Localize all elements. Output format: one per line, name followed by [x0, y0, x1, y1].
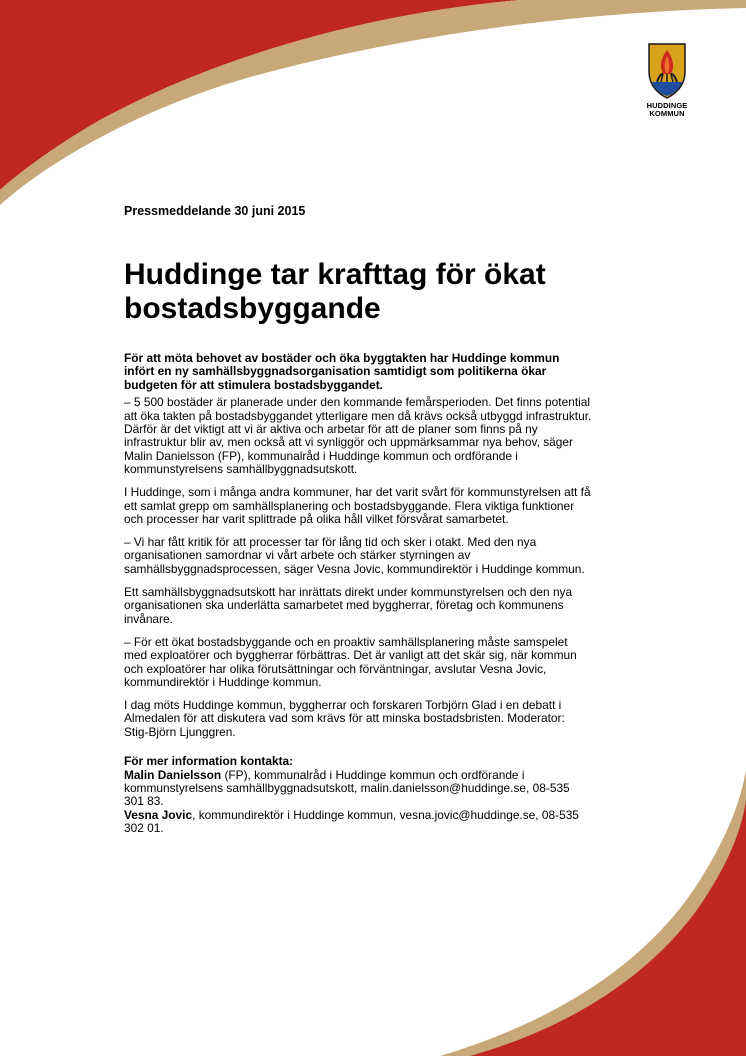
- logo-line-2: KOMMUN: [649, 109, 685, 118]
- paragraph: – 5 500 bostäder är planerade under den kommande femårsperioden. Det finns potential att öka takten på bostadsbyggandet ytterligare men då krävs också utbyggd infrastruktur. Därför är det viktigt att vi är aktiva och arbetar för att de planer som finns på ny infrastruktur blir av, men också att vi synliggör och uppmärksammar nya behov, säger Malin Danielsson (FP), kommunalråd i Huddinge kommun och ordförande i kommunstyrelsens samhällbyggnadsutskott.: [124, 395, 592, 477]
- huddinge-kommun-logo: [638, 42, 696, 118]
- contact-details: , kommundirektör i Huddinge kommun, vesna.jovic@huddinge.se, 08-535 302 01.: [124, 807, 579, 836]
- coat-of-arms-icon: [647, 42, 687, 100]
- bottom-red-swoosh: [470, 800, 746, 1056]
- lead-paragraph: För att möta behovet av bostäder och öka byggtakten har Huddinge kommun infört en ny samhällsbyggnadsorganisation samtidigt som politikerna ökar budgeten för att stimulera bostadsbyggandet.: [124, 351, 560, 392]
- paragraph: Ett samhällsbyggnadsutskott har inrättats direkt under kommunstyrelsen och den nya organisationen ska underlätta samarbetet med byggherrar, företag och kommunens invånare.: [124, 584, 573, 626]
- contact-name: Malin Danielsson: [124, 767, 222, 782]
- paragraph: I dag möts Huddinge kommun, byggherrar och forskaren Torbjörn Glad i en debatt i Almedalen för att diskutera vad som krävs för att minska bostadsbristen. Moderator: Stig-Björn Ljunggren.: [124, 697, 565, 739]
- logo-line-1: HUDDINGE: [646, 101, 688, 110]
- logo-wordmark: [638, 102, 696, 118]
- contact-details: (FP), kommunalråd i Huddinge kommun och ordförande i kommunstyrelsens samhällbyggnadsutskott, malin.danielsson@huddinge.se, 08-535 301 83.: [124, 767, 570, 809]
- contact-name: Vesna Jovic: [124, 807, 193, 822]
- contact-heading: För mer information kontakta:: [124, 754, 294, 769]
- contact-person: [124, 809, 592, 836]
- contact-section: [124, 755, 592, 835]
- article-body: [124, 352, 592, 836]
- page-title: Huddinge tar krafttag för ökat bostadsbyggande: [124, 258, 546, 325]
- dateline: Pressmeddelande 30 juni 2015: [124, 204, 306, 218]
- paragraph: – För ett ökat bostadsbyggande och en proaktiv samhällsplanering måste samspelet med exploatörer och byggherrar förbättras. Det är vanligt att det skär sig, när kommun och exploatörer har olika förutsättningar och förväntningar, avslutar Vesna Jovic, kommundirektör i Huddinge kommun.: [124, 634, 577, 689]
- paragraph: I Huddinge, som i många andra kommuner, har det varit svårt för kommunstyrelsen att få ett samlat grepp om samhällsplanering och bostadsbyggande. Flera viktiga funktioner och processer har varit splittrade på olika håll vilket försvårat samarbetet.: [124, 485, 591, 527]
- contact-person: [124, 769, 592, 809]
- paragraph: – Vi har fått kritik för att processer tar för lång tid och sker i otakt. Med den nya organisationen samordnar vi vårt arbete och stärker styrningen av samhällsbyggnadsprocessen, säger Vesna Jovic, kommundirektör i Huddinge kommun.: [124, 535, 585, 576]
